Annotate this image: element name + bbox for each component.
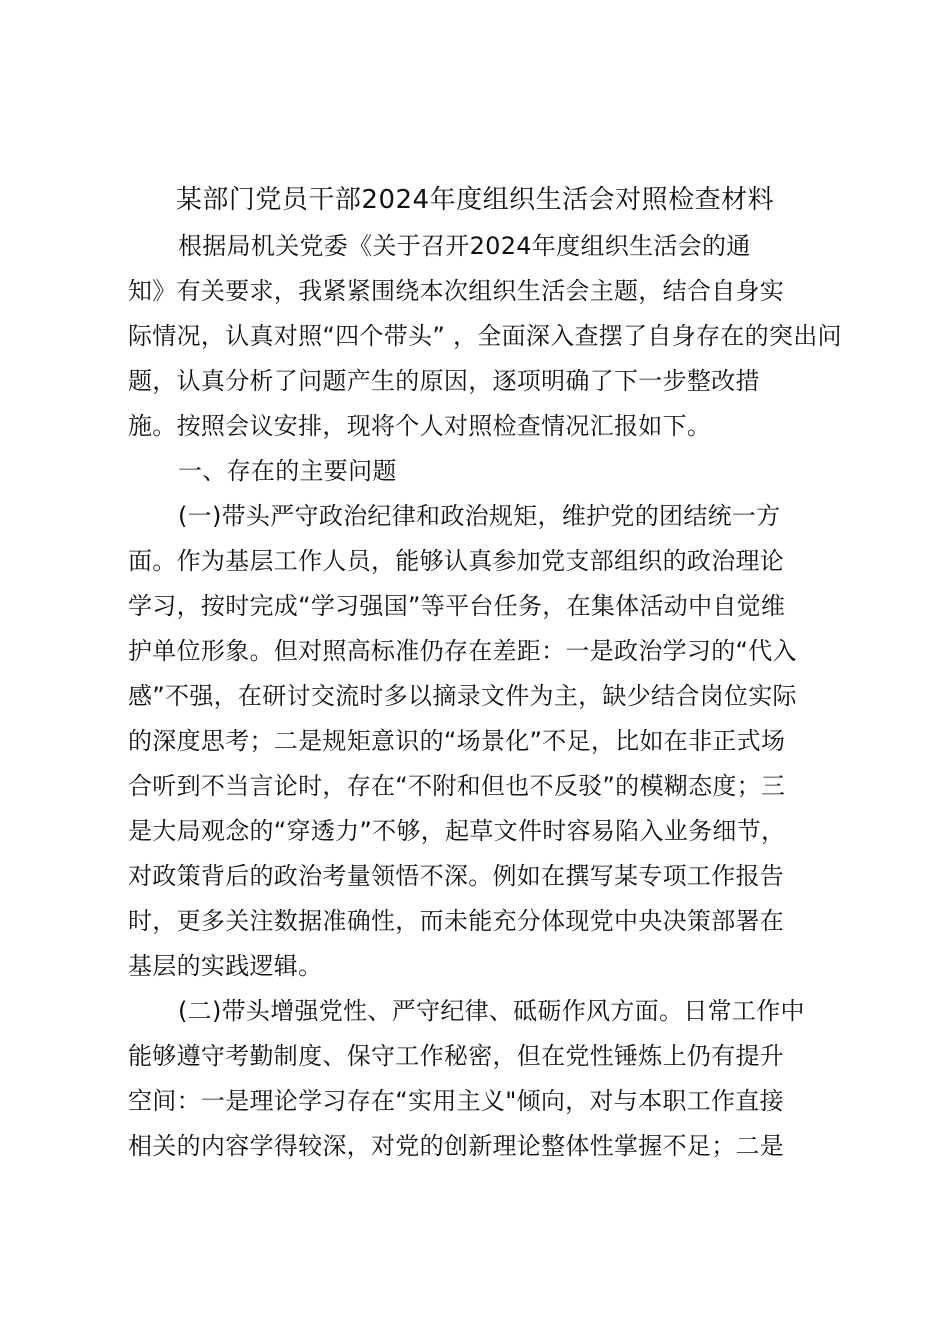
document-title: 某部门党员干部2024年度组织生活会对照检查材料	[175, 185, 775, 215]
paragraph-line: 能够遵守考勤制度、保守工作秘密，但在党性锤炼上仍有提升	[128, 1042, 785, 1070]
paragraph-line: 际情况，认真对照“四个带头” ，全面深入查摆了自身存在的突出问	[128, 322, 842, 350]
paragraph-line: 是大局观念的“穿透力”不够，起草文件时容易陷入业务细节，	[128, 817, 786, 845]
paragraph-line: 根据局机关党委《关于召开2024年度组织生活会的通	[178, 232, 751, 260]
paragraph-line: 相关的内容学得较深，对党的创新理论整体性掌握不足；二是	[128, 1132, 785, 1160]
paragraph-line: 面。作为基层工作人员，能够认真参加党支部组织的政治理论	[128, 547, 785, 575]
paragraph-line: 感”不强，在研讨交流时多以摘录文件为主，缺少结合岗位实际	[128, 682, 797, 710]
paragraph-line: 时，更多关注数据准确性，而未能充分体现党中央决策部署在	[128, 907, 785, 935]
paragraph-line: 学习，按时完成“学习强国”等平台任务，在集体活动中自觉维	[128, 592, 786, 620]
paragraph-line: (二)带头增强党性、严守纪律、砥砺作风方面。日常工作中	[178, 997, 805, 1025]
paragraph-line: 基层的实践逻辑。	[128, 952, 323, 980]
paragraph-line: (一)带头严守政治纪律和政治规矩，维护党的团结统一方	[178, 502, 781, 530]
paragraph-line: 护单位形象。但对照高标准仍存在差距：一是政治学习的“代入	[128, 637, 797, 665]
paragraph-line: 知》有关要求，我紧紧围绕本次组织生活会主题，结合自身实	[128, 277, 785, 305]
paragraph-line: 施。按照会议安排，现将个人对照检查情况汇报如下。	[128, 412, 712, 440]
paragraph-line: 对政策背后的政治考量领悟不深。例如在撰写某专项工作报告	[128, 862, 785, 890]
paragraph-line: 合听到不当言论时，存在“不附和但也不反驳”的模糊态度；三	[128, 772, 786, 800]
paragraph-line: 空间：一是理论学习存在“实用主义"倾向，对与本职工作直接	[128, 1087, 784, 1115]
section-heading: 一、存在的主要问题	[178, 457, 397, 485]
paragraph-line: 题，认真分析了问题产生的原因，逐项明确了下一步整改措	[128, 367, 760, 395]
paragraph-line: 的深度思考；二是规矩意识的“场景化”不足，比如在非正式场	[128, 727, 786, 755]
